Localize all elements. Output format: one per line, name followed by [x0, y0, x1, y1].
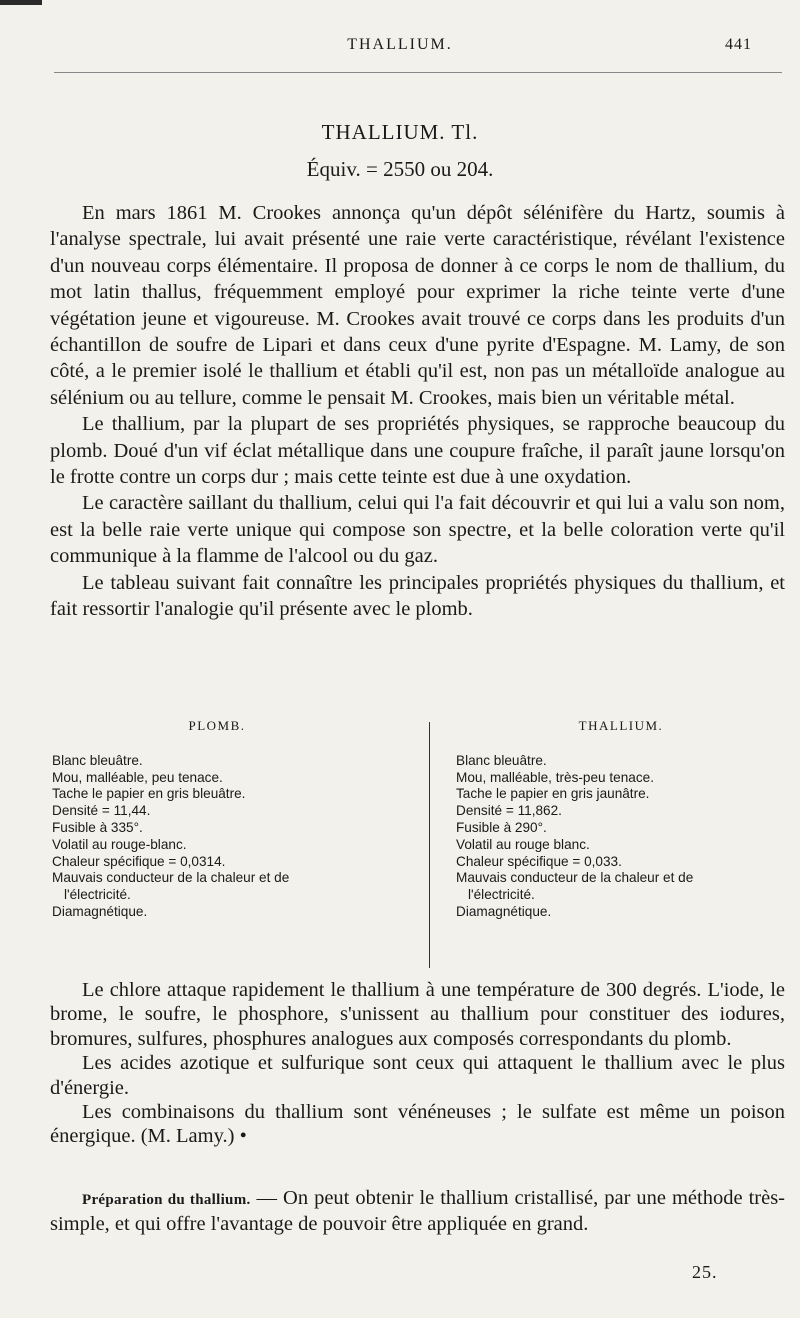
reactions-text	[50, 978, 785, 1149]
paragraph: Le tableau suivant fait connaître les principales propriétés physiques du thallium, et fait ressortir l'analogie qu'il présente avec le plomb.	[50, 571, 785, 621]
intro-text	[50, 200, 785, 623]
thallium-column-heading: THALLIUM.	[578, 718, 664, 733]
lead-column-heading: PLOMB.	[188, 718, 246, 733]
paragraph: Les acides azotique et sulfurique sont ceux qui attaquent le thallium avec le plus d'énergie.	[50, 1052, 785, 1099]
thallium-property: Chaleur spécifique = 0,033.	[456, 853, 622, 869]
section-title: THALLIUM. Tl.	[321, 120, 479, 144]
page-header	[0, 36, 800, 66]
lead-property: Fusible à 335°.	[52, 819, 143, 835]
thallium-property: Blanc bleuâtre.	[456, 752, 547, 768]
header-rule	[54, 72, 782, 73]
paragraph: En mars 1861 M. Crookes annonça qu'un dépôt sélénifère du Hartz, soumis à l'analyse spectrale, lui avait présenté une raie verte caractéristique, révélant l'existence d'un nouveau corps élémentaire. Il proposa de donner à ce corps le nom de thallium, du mot latin thallus, fréquemment employé pour exprimer la riche teinte verte d'une végétation jeune et vigoureuse. M. Crookes avait trouvé ce corps dans les produits d'un échantillon de soufre de Lipari et dans ceux d'une pyrite d'Espagne. M. Lamy, de son côté, a le premier isolé le thallium et établi qu'il est, non pas un métalloïde analogue au sélénium ou au tellure, comme le pensait M. Crookes, mais bien un véritable métal.	[50, 202, 785, 409]
lead-property: Densité = 11,44.	[52, 803, 151, 819]
lead-property: Volatil au rouge-blanc.	[52, 836, 187, 852]
lead-property: Mauvais conducteur de la chaleur et de	[52, 870, 290, 886]
preparation-text: — On peut obtenir le thallium cristallisé, par une méthode très-simple, et qui offre l'avantage de pouvoir être appliquée en grand.	[50, 1187, 786, 1235]
thallium-column	[456, 718, 786, 921]
lead-property: Chaleur spécifique = 0,0314.	[52, 853, 226, 869]
thallium-property: Mou, malléable, très-peu tenace.	[456, 769, 654, 785]
thallium-property: Fusible à 290°.	[456, 819, 547, 835]
page-edge-mark	[0, 0, 42, 5]
running-head: THALLIUM.	[347, 36, 453, 53]
paragraph: Le caractère saillant du thallium, celui qui l'a fait découvrir et qui lui a valu son nom, est la belle raie verte unique qui compose son spectre, et la belle coloration verte qu'il communique à la flamme de l'alcool ou du gaz.	[50, 492, 785, 568]
preparation-paragraph	[50, 1187, 785, 1236]
lead-property: Diamagnétique.	[52, 903, 148, 919]
equivalent-line: Équiv. = 2550 ou 204.	[306, 157, 494, 181]
thallium-property: Mauvais conducteur de la chaleur et de	[456, 870, 694, 886]
comparison-table	[50, 718, 785, 968]
signature-mark: 25.	[692, 1262, 718, 1282]
lead-property: Mou, malléable, peu tenace.	[52, 769, 223, 785]
thallium-property: Densité = 11,862.	[456, 803, 562, 819]
paragraph: Le chlore attaque rapidement le thallium à une température de 300 degrés. L'iode, le brome, le soufre, le phosphore, s'unissent au thallium pour constituer des iodures, bromures, sulfures, phosphures analogues aux composés correspondants du plomb.	[50, 979, 785, 1050]
preparation-heading: Préparation du thallium.	[82, 1192, 251, 1208]
paragraph: Le thallium, par la plupart de ses propriétés physiques, se rapproche beaucoup du plomb. Doué d'un vif éclat métallique dans une coupure fraîche, il paraît jaune lorsqu'on le frotte contre un corps dur ; mais cette teinte est due à une oxydation.	[50, 413, 785, 489]
lead-column	[52, 718, 382, 921]
thallium-property: Volatil au rouge blanc.	[456, 836, 590, 852]
page-number: 441	[725, 36, 752, 53]
lead-property: l'électricité.	[64, 887, 131, 903]
lead-property: Blanc bleuâtre.	[52, 752, 143, 768]
thallium-property: l'électricité.	[468, 887, 535, 903]
lead-property: Tache le papier en gris bleuâtre.	[52, 786, 246, 802]
thallium-property: Tache le papier en gris jaunâtre.	[456, 786, 650, 802]
column-divider	[429, 722, 430, 968]
paragraph: Les combinaisons du thallium sont vénéneuses ; le sulfate est même un poison énergique. (M. Lamy.) •	[50, 1101, 785, 1148]
thallium-property: Diamagnétique.	[456, 903, 552, 919]
